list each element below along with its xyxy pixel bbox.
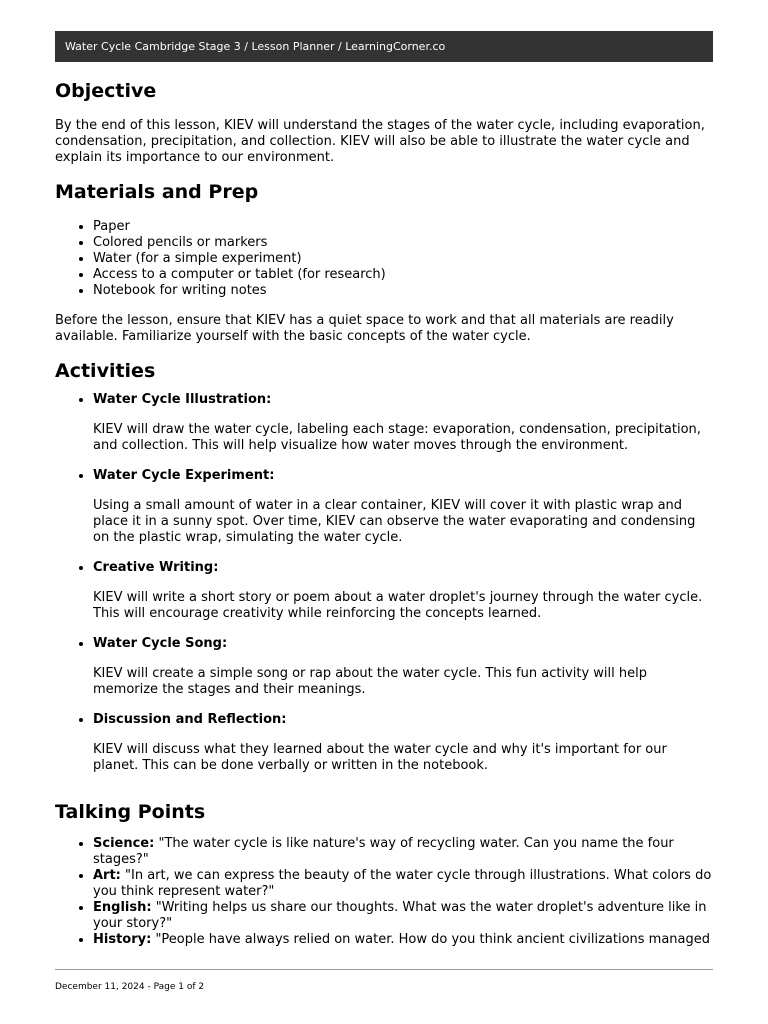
activity-description: KIEV will create a simple song or rap about the water cycle. This fun activity will help memorize the stages and their meanings. [93, 666, 647, 697]
list-item: • Notebook for writing notes [93, 283, 713, 299]
talking-points-list [55, 836, 713, 948]
talking-point-text: "Writing helps us share our thoughts. What was the water droplet's adventure like in your story?" [93, 900, 707, 931]
talking-point-text: "The water cycle is like nature's way of recycling water. Can you name the four stages?" [93, 836, 674, 867]
activities-list [55, 392, 713, 774]
page-footer: December 11, 2024 - Page 1 of 2 [55, 982, 205, 992]
talking-point-subject: History: [93, 932, 152, 947]
objective-heading: Objective [55, 80, 157, 102]
activities-heading: Activities [55, 360, 156, 382]
activity-title: • Water Cycle Illustration: [93, 392, 272, 407]
list-item: • Paper [93, 219, 713, 235]
activity-description: Using a small amount of water in a clear container, KIEV will cover it with plastic wrap and place it in a sunny spot. Over time, KIEV can observe the water evaporating and condensing on the plastic wrap, simulating the water cycle. [93, 498, 696, 545]
talking-point-item [93, 868, 713, 900]
activity-item [93, 392, 713, 454]
document-body [55, 78, 713, 948]
talking-point-subject: Art: [93, 868, 121, 883]
talking-points-heading: Talking Points [55, 801, 206, 823]
activity-title: • Water Cycle Experiment: [93, 468, 275, 483]
materials-list [55, 219, 713, 299]
activity-description: KIEV will draw the water cycle, labeling each stage: evaporation, condensation, precipitation, and collection. This will help visualize how water moves through the environment. [93, 422, 701, 453]
list-item: • Access to a computer or tablet (for research) [93, 267, 713, 283]
talking-point-text: "People have always relied on water. How do you think ancient civilizations managed [155, 932, 711, 947]
activity-item [93, 560, 713, 622]
activity-description: KIEV will write a short story or poem about a water droplet's journey through the water cycle. This will encourage creativity while reinforcing the concepts learned. [93, 590, 703, 621]
footer-divider [55, 969, 713, 970]
materials-section [55, 179, 713, 345]
talking-point-subject: Science: [93, 836, 155, 851]
talking-points-section [55, 799, 713, 948]
activity-item [93, 712, 713, 774]
activity-item [93, 636, 713, 698]
breadcrumb: Water Cycle Cambridge Stage 3 / Lesson Planner / LearningCorner.co [65, 40, 446, 53]
activity-title: • Creative Writing: [93, 560, 219, 575]
activity-title: • Water Cycle Song: [93, 636, 228, 651]
objective-section [55, 78, 713, 166]
activity-item [93, 468, 713, 546]
prep-text: Before the lesson, ensure that KIEV has a quiet space to work and that all materials are readily available. Familiarize yourself with the basic concepts of the water cycle. [55, 313, 674, 344]
talking-point-subject: English: [93, 900, 152, 915]
talking-point-item [93, 932, 713, 948]
materials-heading: Materials and Prep [55, 181, 259, 203]
document-header-bar [55, 31, 713, 62]
talking-point-text: "In art, we can express the beauty of the water cycle through illustrations. What colors do you think represent water?" [93, 868, 712, 899]
objective-text: By the end of this lesson, KIEV will understand the stages of the water cycle, including evaporation, condensation, precipitation, and collection. KIEV will also be able to illustrate the water cycle and explain its importance to our environment. [55, 118, 705, 165]
list-item: • Colored pencils or markers [93, 235, 713, 251]
activities-section [55, 358, 713, 774]
talking-point-item [93, 900, 713, 932]
talking-point-item [93, 836, 713, 868]
activity-title: • Discussion and Reflection: [93, 712, 287, 727]
list-item: • Water (for a simple experiment) [93, 251, 713, 267]
activity-description: KIEV will discuss what they learned about the water cycle and why it's important for our planet. This can be done verbally or written in the notebook. [93, 742, 667, 773]
